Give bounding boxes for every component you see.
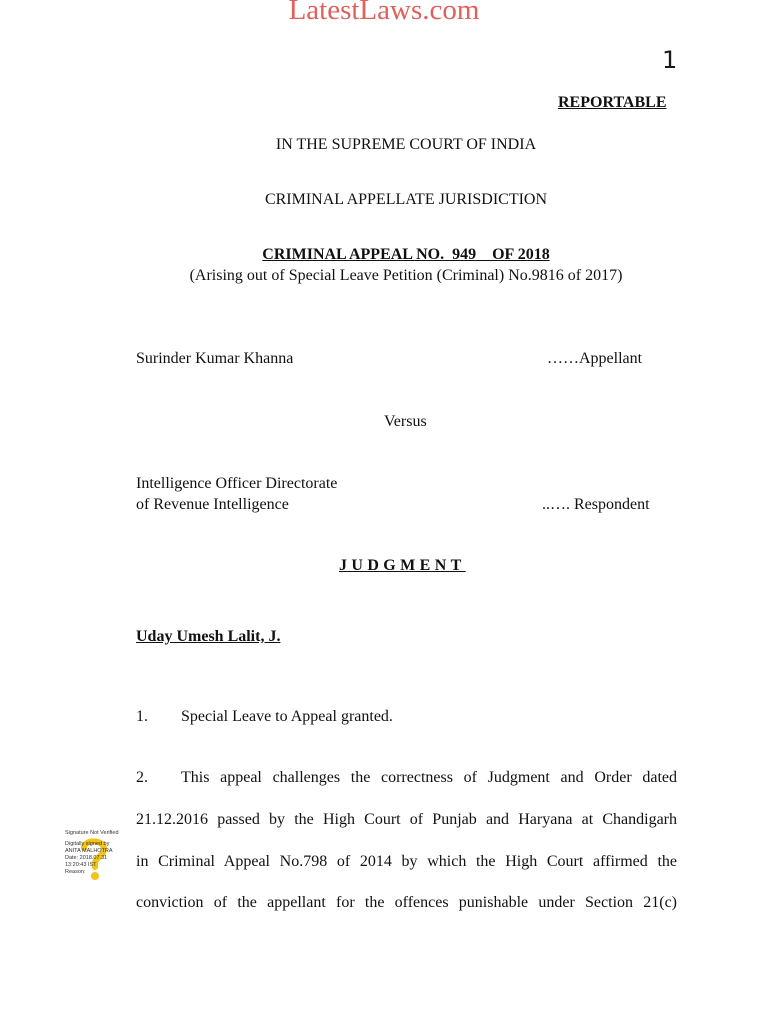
paragraph-1-number: 1. [136, 708, 148, 725]
appellant-role: ……Appellant [547, 350, 643, 367]
respondent-name-line1: Intelligence Officer Directorate [136, 475, 338, 492]
watermark: LatestLaws.com [288, 0, 480, 26]
signature-line-5: Reason: [65, 869, 86, 875]
appellant-name: Surinder Kumar Khanna [136, 350, 294, 367]
arising-out-of: (Arising out of Special Leave Petition (Criminal) No.9816 of 2017) [189, 267, 623, 284]
paragraph-2-line-3: in Criminal Appeal No.798 of 2014 by which the High Court affirmed the [136, 853, 677, 870]
signature-line-4: 13:20:43 IST [65, 862, 97, 868]
paragraph-2-line-2: 21.12.2016 passed by the High Court of Punjab and Haryana at Chandigarh [136, 811, 677, 828]
respondent-role: ..…. Respondent [542, 496, 650, 513]
paragraph-2-number: 2. [136, 769, 148, 786]
judge-name: Uday Umesh Lalit, J. [136, 628, 281, 645]
signature-line-3: Date: 2018.07.31 [65, 855, 108, 861]
reportable-label: REPORTABLE [558, 94, 667, 111]
court-name: IN THE SUPREME COURT OF INDIA [275, 136, 537, 153]
signature-status: Signature Not Verified [65, 830, 119, 836]
signature-line-1: Digitally signed by [65, 841, 110, 847]
jurisdiction: CRIMINAL APPELLATE JURISDICTION [264, 191, 548, 208]
judgment-heading: JUDGMENT [339, 557, 466, 574]
paragraph-2-line-4: conviction of the appellant for the offences punishable under Section 21(c) [136, 894, 677, 911]
versus: Versus [384, 413, 427, 430]
paragraph-2-line-1: This appeal challenges the correctness of Judgment and Order dated [181, 769, 677, 786]
paragraph-1-text: Special Leave to Appeal granted. [181, 708, 393, 725]
page-number: 1 [662, 46, 678, 74]
signature-line-2: ANITA MALHOTRA [65, 848, 113, 854]
appeal-number: CRIMINAL APPEAL NO. 949 OF 2018 [262, 246, 550, 263]
respondent-name-line2: of Revenue Intelligence [136, 496, 289, 513]
digital-signature-block[interactable] [65, 830, 145, 876]
